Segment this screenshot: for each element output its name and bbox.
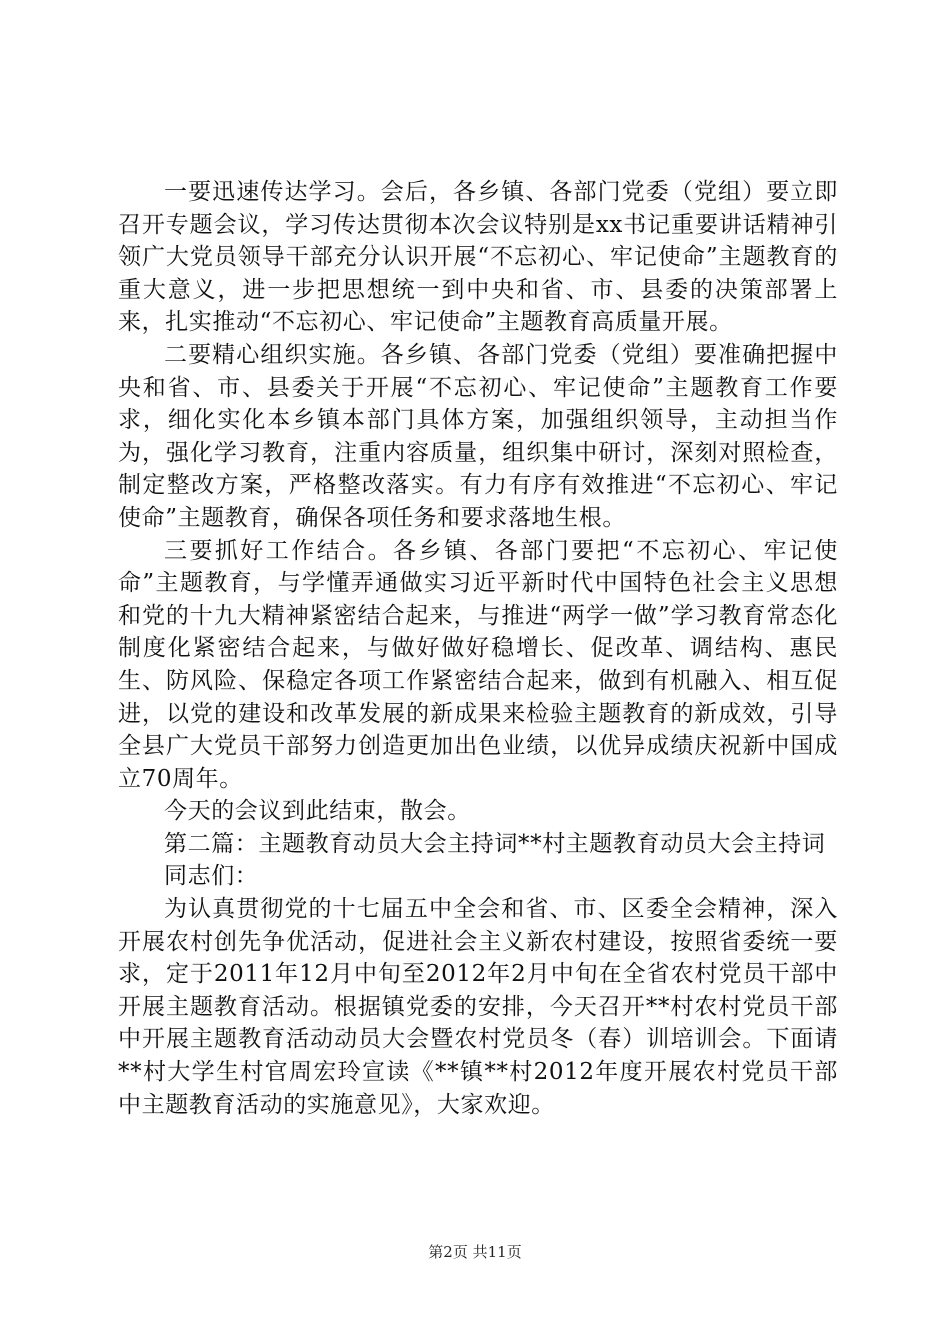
paragraph-4: 今天的会议到此结束，散会。 xyxy=(164,798,471,825)
salutation: 同志们： xyxy=(164,863,259,890)
paragraph-2: 二要精心组织实施。各乡镇、各部门党委（党组）要准确把握中央和省、市、县委关于开展“不忘初心、牢记使命”主题教育工作要求，细化实化本乡镇本部门具体方案，加强组织领导，主动担当作为，强化学习教育，注重内容质量，组织集中研讨，深刻对照检查，制定整改方案，严格整改落实。有力有序有效推进“不忘初心、牢记使命”主题教育，确保各项任务和要求落地生根。 xyxy=(118,341,838,531)
paragraph-5: 为认真贯彻党的十七届五中全会和省、市、区委全会精神，深入开展农村创先争优活动，促进社会主义新农村建设，按照省委统一要求，定于2011年12月中旬至2012年2月中旬在全省农村党员干部中开展主题教育活动。根据镇党委的安排，今天召开**村农村党员干部中开展主题教育活动动员大会暨农村党员冬（春）训培训会。下面请**村大学生村官周宏玲宣读《**镇**村2012年度开展农村党员干部中主题教育活动的实施意见》，大家欢迎。 xyxy=(118,896,838,1118)
paragraph-3: 三要抓好工作结合。各乡镇、各部门要把“不忘初心、牢记使命”主题教育，与学懂弄通做实习近平新时代中国特色社会主义思想和党的十九大精神紧密结合起来，与推进“两学一做”学习教育常态化制度化紧密结合起来，与做好做好稳增长、促改革、调结构、惠民生、防风险、保稳定各项工作紧密结合起来，做到有机融入、相互促进，以党的建设和改革发展的新成果来检验主题教育的新成效，引导全县广大党员干部努力创造更加出色业绩，以优异成绩庆祝新中国成立70周年。 xyxy=(118,537,838,792)
section-heading: 第二篇：主题教育动员大会主持词**村主题教育动员大会主持词 xyxy=(164,830,826,857)
paragraph-1: 一要迅速传达学习。会后，各乡镇、各部门党委（党组）要立即召开专题会议，学习传达贯彻本次会议特别是xx书记重要讲话精神引领广大党员领导干部充分认识开展“不忘初心、牢记使命”主题教育的重大意义，进一步把思想统一到中央和省、市、县委的决策部署上来，扎实推动“不忘初心、牢记使命”主题教育高质量开展。 xyxy=(118,179,838,336)
page-footer: 第2页 共11页 xyxy=(428,1243,522,1261)
document-body xyxy=(118,176,838,1121)
